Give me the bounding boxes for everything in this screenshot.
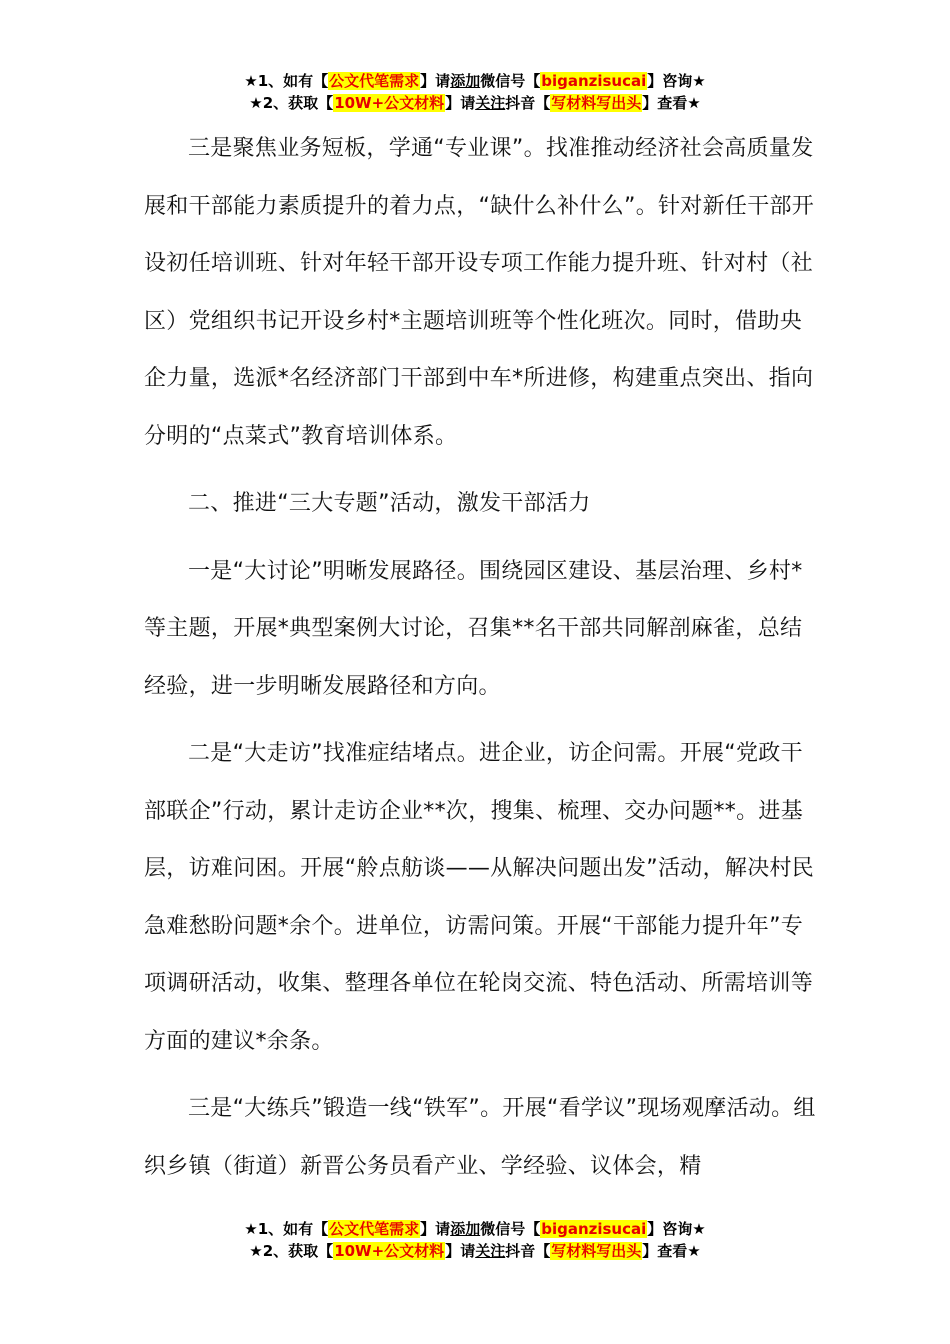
banner-text: 抖音【 <box>505 94 551 112</box>
banner-text: 】查看★ <box>642 94 701 112</box>
banner-text: 】请 <box>420 1220 451 1238</box>
banner-douyin-account: 写材料写出头 <box>551 1242 642 1260</box>
banner-line-1 <box>0 1218 950 1240</box>
banner-text: 】请 <box>420 72 451 90</box>
banner-text: ★2、获取【 <box>249 1242 334 1260</box>
banner-underline: 关注 <box>475 1242 506 1260</box>
banner-underline: 添加 <box>450 72 481 90</box>
banner-wechat-id: biganzisucai <box>541 1220 647 1238</box>
banner-underline: 关注 <box>475 94 506 112</box>
banner-text: 微信号【 <box>480 1220 541 1238</box>
banner-line-2 <box>0 92 950 114</box>
banner-text: 微信号【 <box>480 72 541 90</box>
banner-text: 】咨询★ <box>647 72 706 90</box>
paragraph-big-discussion: 一是“大讨论”明晰发展路径。围绕园区建设、基层治理、乡村*等主题，开展*典型案例大讨论，召集**名干部共同解剖麻雀，总结经验，进一步明晰发展路径和方向。 <box>144 558 803 699</box>
banner-highlight: 公文代笔需求 <box>329 1220 420 1238</box>
banner-text: 抖音【 <box>505 1242 551 1260</box>
banner-underline: 添加 <box>450 1220 481 1238</box>
banner-highlight: 10W+公文材料 <box>334 94 445 112</box>
banner-text: ★1、如有【 <box>244 72 329 90</box>
banner-highlight: 公文代笔需求 <box>329 72 420 90</box>
banner-text: 】咨询★ <box>647 1220 706 1238</box>
document-body <box>144 120 824 1195</box>
banner-text: 】请 <box>445 94 476 112</box>
banner-line-2 <box>0 1240 950 1262</box>
banner-text: 】查看★ <box>642 1242 701 1260</box>
paragraph-big-visit: 二是“大走访”找准症结堵点。进企业，访企问需。开展“党政干部联企”行动，累计走访企业**次，搜集、梳理、交办问题**。进基层，访难问困。开展“舲点舫谈——从解决问题出发”活动，解决村民急难愁盼问题*余个。进单位，访需问策。开展“干部能力提升年”专项调研活动，收集、整理各单位在轮岗交流、特色活动、所需培训等方面的建议*余条。 <box>144 741 815 1054</box>
banner-text: ★2、获取【 <box>249 94 334 112</box>
banner-line-1 <box>0 70 950 92</box>
paragraph-big-training: 三是“大练兵”锻造一线“铁军”。开展“看学议”现场观摩活动。组织乡镇（街道）新晋公务员看产业、学经验、议体会，精 <box>144 1096 816 1179</box>
footer-banner <box>0 1218 950 1262</box>
section-heading-two: 二、推进“三大专题”活动，激发干部活力 <box>188 491 591 516</box>
banner-douyin-account: 写材料写出头 <box>551 94 642 112</box>
banner-highlight: 10W+公文材料 <box>334 1242 445 1260</box>
banner-text: ★1、如有【 <box>244 1220 329 1238</box>
banner-text: 】请 <box>445 1242 476 1260</box>
banner-wechat-id: biganzisucai <box>541 72 647 90</box>
header-banner <box>0 70 950 114</box>
paragraph-professional-course: 三是聚焦业务短板，学通“专业课”。找准推动经济社会高质量发展和干部能力素质提升的着力点，“缺什么补什么”。针对新任干部开设初任培训班、针对年轻干部开设专项工作能力提升班、针对村（社区）党组织书记开设乡村*主题培训班等个性化班次。同时，借助央企力量，选派*名经济部门干部到中车*所进修，构建重点突出、指向分明的“点菜式”教育培训体系。 <box>144 136 815 449</box>
